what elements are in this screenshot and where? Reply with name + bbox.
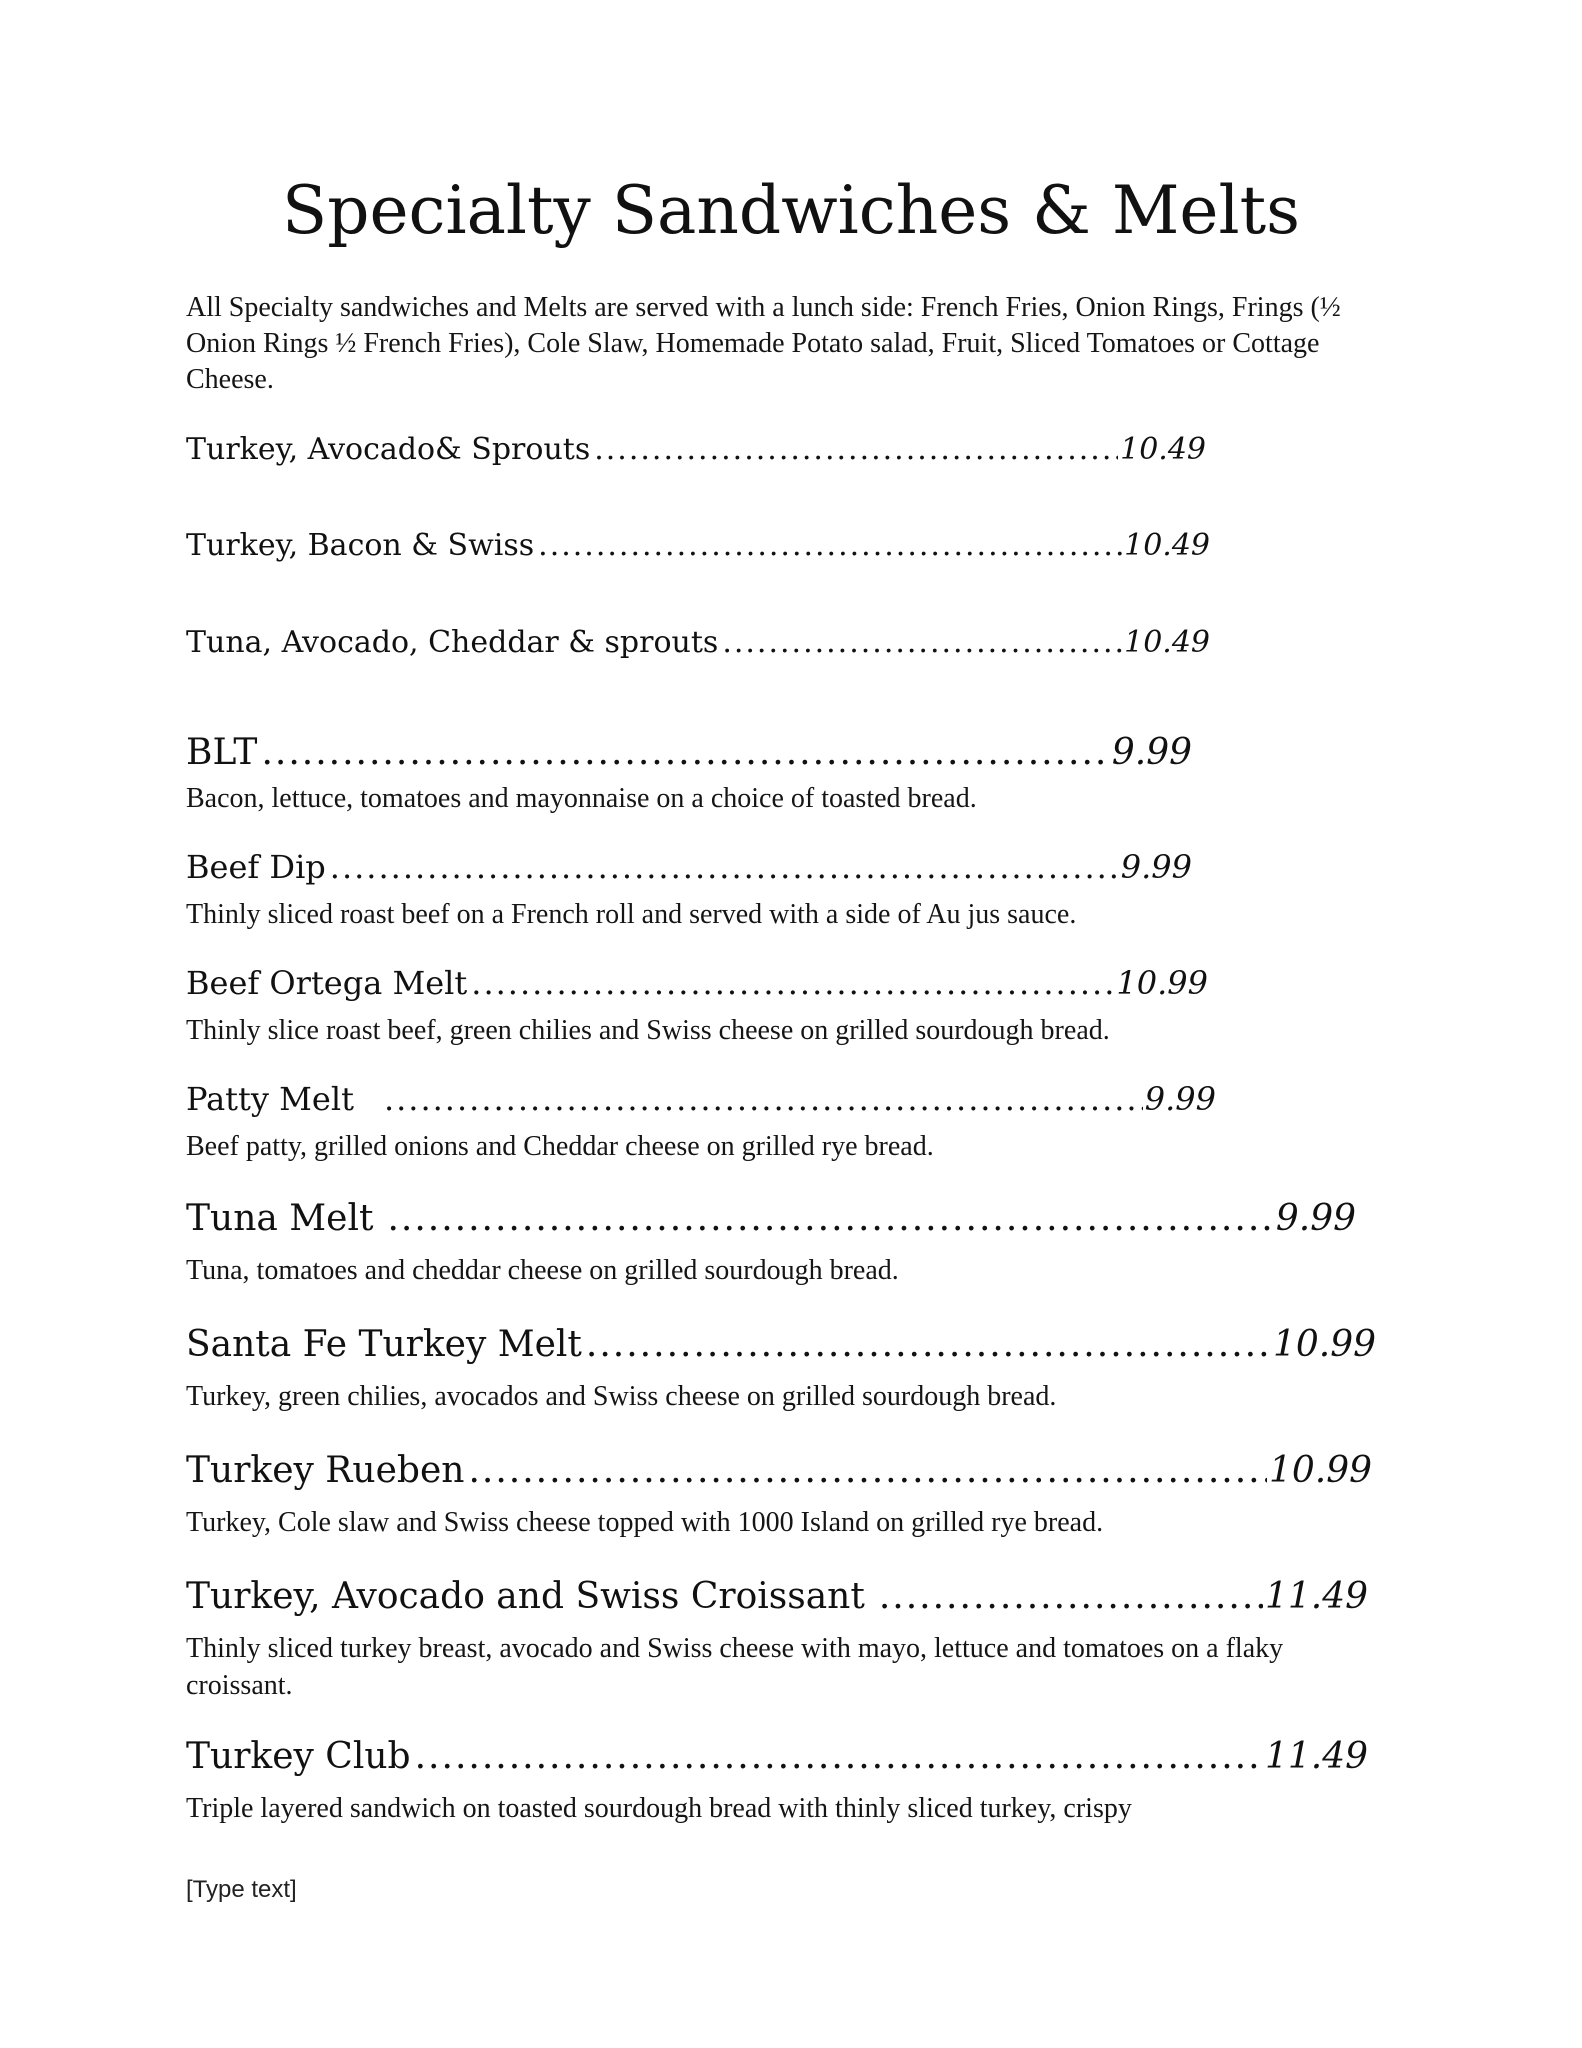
dot-leader [415,1736,1263,1777]
item-name: Turkey Club [186,1736,411,1777]
menu-item-row [186,1324,1376,1365]
item-name: Beef Dip [186,848,326,886]
menu-item-row [186,528,1210,563]
item-price: 9.99 [1120,848,1192,886]
page-title: Specialty Sandwiches & Melts [281,172,1300,249]
item-name: Tuna, Avocado, Cheddar & sprouts [186,625,719,660]
item-name: Turkey, Bacon & Swiss [186,528,535,563]
item-price: 10.99 [1116,964,1208,1002]
dot-leader [468,1450,1267,1491]
item-price: 10.49 [1124,625,1210,660]
item-description: Turkey, Cole slaw and Swiss cheese topped with 1000 Island on grilled rye bread. [186,1507,1104,1538]
item-description: Thinly sliced turkey breast, avocado and Swiss cheese with mayo, lettuce and tomatoes on a flaky croissant. [186,1633,1284,1701]
item-description: Thinly slice roast beef, green chilies and Swiss cheese on grilled sourdough bread. [186,1015,1110,1046]
item-description: Bacon, lettuce, tomatoes and mayonnaise on a choice of toasted bread. [186,783,977,814]
menu-item-row [186,432,1206,467]
footer-placeholder: [Type text] [186,1876,297,1903]
menu-item-row [186,1736,1368,1777]
dot-leader [384,1080,1143,1118]
dot-leader [879,1576,1263,1617]
item-name: Turkey Rueben [186,1450,465,1491]
item-price: 11.49 [1264,1736,1368,1777]
intro-text: All Specialty sandwiches and Melts are served with a lunch side: French Fries, Onion Rings, Frings (½ Onion Rings ½ French Fries), Cole Slaw, Homemade Potato salad, Fruit, Sliced Tomatoes or Cottage Cheese. [186,292,1341,395]
item-price: 10.99 [1272,1324,1376,1365]
item-name: Patty Melt [186,1080,354,1118]
dot-leader [330,848,1119,886]
item-description: Triple layered sandwich on toasted sourdough bread with thinly sliced turkey, crispy [186,1793,1132,1824]
dot-leader [471,964,1114,1002]
dot-leader [594,432,1118,467]
item-name: Santa Fe Turkey Melt [186,1324,582,1365]
dot-leader [722,625,1122,660]
item-price: 10.49 [1120,432,1206,467]
menu-item-row [186,1080,1216,1118]
dot-leader [586,1324,1271,1365]
item-price: 9.99 [1275,1198,1356,1239]
item-name: Beef Ortega Melt [186,964,468,1002]
item-price: 10.49 [1124,528,1210,563]
dot-leader [538,528,1122,563]
menu-item-row [186,1450,1372,1491]
item-description: Turkey, green chilies, avocados and Swiss cheese on grilled sourdough bread. [186,1381,1057,1412]
menu-item-row [186,732,1192,773]
item-price: 9.99 [1111,732,1192,773]
item-name: BLT [186,732,258,773]
menu-item-row [186,848,1192,886]
item-description: Tuna, tomatoes and cheddar cheese on grilled sourdough bread. [186,1255,899,1286]
item-price: 11.49 [1264,1576,1368,1617]
menu-item-row [186,964,1208,1002]
menu-item-row [186,1198,1356,1239]
item-price: 10.99 [1268,1450,1372,1491]
item-name: Turkey, Avocado& Sprouts [186,432,591,467]
dot-leader [387,1198,1273,1239]
item-description: Thinly sliced roast beef on a French roll and served with a side of Au jus sauce. [186,899,1077,930]
item-name: Turkey, Avocado and Swiss Croissant [186,1576,865,1617]
dot-leader [261,732,1109,773]
item-description: Beef patty, grilled onions and Cheddar cheese on grilled rye bread. [186,1131,934,1162]
item-name: Tuna Melt [186,1198,374,1239]
menu-item-row [186,1576,1368,1617]
menu-item-row [186,625,1210,660]
item-price: 9.99 [1144,1080,1216,1118]
